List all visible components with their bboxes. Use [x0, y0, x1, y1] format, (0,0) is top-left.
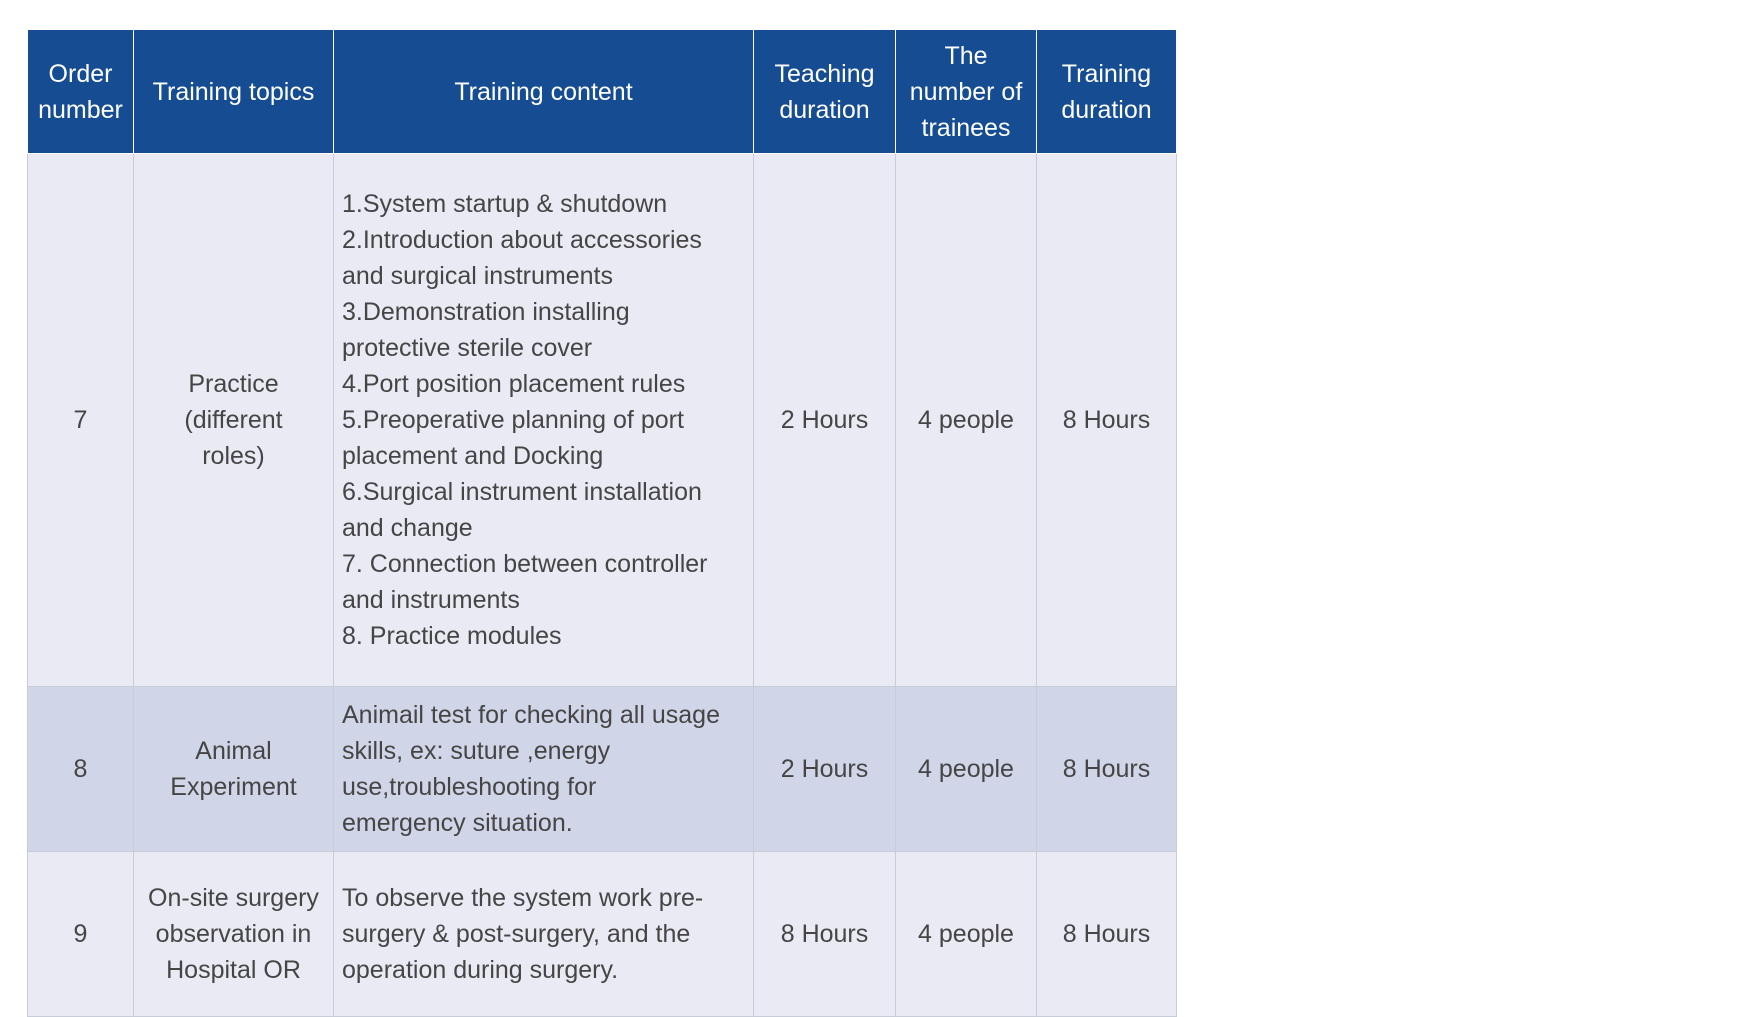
- training-duration-cell: 8 Hours: [1037, 852, 1177, 1017]
- table-row: [28, 852, 1177, 1017]
- header-order-number: [28, 30, 134, 154]
- training-topic-cell: [134, 154, 334, 687]
- content-line: 6.Surgical instrument installation: [342, 478, 702, 506]
- training-duration-cell: 8 Hours: [1037, 687, 1177, 852]
- topic-line: observation in: [155, 920, 312, 948]
- content-line: 2.Introduction about accessories: [342, 226, 702, 254]
- topic-line: Hospital OR: [166, 956, 301, 984]
- header-text-line: number of: [909, 77, 1023, 106]
- table-row: [28, 154, 1177, 687]
- trainees-cell: 4 people: [896, 687, 1037, 852]
- header-training-topics: [134, 30, 334, 154]
- content-line: 5.Preoperative planning of port: [342, 406, 684, 434]
- teaching-duration-cell: 2 Hours: [754, 154, 896, 687]
- topic-line: On-site surgery: [148, 884, 319, 912]
- header-text-line: duration: [1061, 95, 1152, 124]
- training-content-cell: [334, 852, 754, 1017]
- order-number-cell: 8: [28, 687, 134, 852]
- content-line: placement and Docking: [342, 442, 604, 470]
- content-line: emergency situation.: [342, 809, 573, 837]
- training-content-cell: [334, 154, 754, 687]
- header-text-line: topics: [249, 77, 315, 106]
- teaching-duration-cell: 8 Hours: [754, 852, 896, 1017]
- content-line: 4.Port position placement rules: [342, 370, 686, 398]
- content-line: surgery & post-surgery, and the: [342, 920, 691, 948]
- header-training-content: [334, 30, 754, 154]
- content-line: 7. Connection between controller: [342, 550, 708, 578]
- order-number-cell: 7: [28, 154, 134, 687]
- header-text-line: duration: [779, 95, 870, 124]
- content-line: 3.Demonstration installing: [342, 298, 630, 326]
- content-line: and surgical instruments: [342, 262, 613, 290]
- training-duration-cell: 8 Hours: [1037, 154, 1177, 687]
- content-line: skills, ex: suture ,energy: [342, 737, 611, 765]
- header-text-line: Training: [1061, 59, 1152, 88]
- header-training-duration: [1037, 30, 1177, 154]
- header-text-line: Teaching: [774, 59, 875, 88]
- training-schedule-table: [27, 29, 1177, 1017]
- header-text-line: The: [944, 41, 988, 70]
- content-line: use,troubleshooting for: [342, 773, 597, 801]
- header-row: [28, 30, 1177, 154]
- content-line: Animail test for checking all usage: [342, 701, 720, 729]
- content-line: To observe the system work pre-: [342, 884, 704, 912]
- content-line: and change: [342, 514, 473, 542]
- header-text-line: trainees: [921, 113, 1011, 142]
- topic-line: roles): [202, 442, 265, 470]
- content-line: operation during surgery.: [342, 956, 619, 984]
- header-text-line: Training content: [454, 77, 633, 106]
- header-teaching-duration: [754, 30, 896, 154]
- content-line: 1.System startup & shutdown: [342, 190, 668, 218]
- training-topic-cell: [134, 852, 334, 1017]
- content-line: and instruments: [342, 586, 520, 614]
- training-topic-cell: [134, 687, 334, 852]
- content-line: 8. Practice modules: [342, 622, 562, 650]
- training-content-cell: [334, 687, 754, 852]
- topic-line: Experiment: [170, 773, 297, 801]
- header-text-line: number: [38, 95, 123, 124]
- header-number-of-trainees: [896, 30, 1037, 154]
- topic-line: (different: [184, 406, 283, 434]
- topic-line: Animal: [195, 737, 272, 765]
- trainees-cell: 4 people: [896, 154, 1037, 687]
- trainees-cell: 4 people: [896, 852, 1037, 1017]
- teaching-duration-cell: 2 Hours: [754, 687, 896, 852]
- order-number-cell: 9: [28, 852, 134, 1017]
- content-line: protective sterile cover: [342, 334, 593, 362]
- table-row: [28, 687, 1177, 852]
- header-text-line: Training: [152, 77, 243, 106]
- header-text-line: Order: [48, 59, 113, 88]
- topic-line: Practice: [188, 370, 279, 398]
